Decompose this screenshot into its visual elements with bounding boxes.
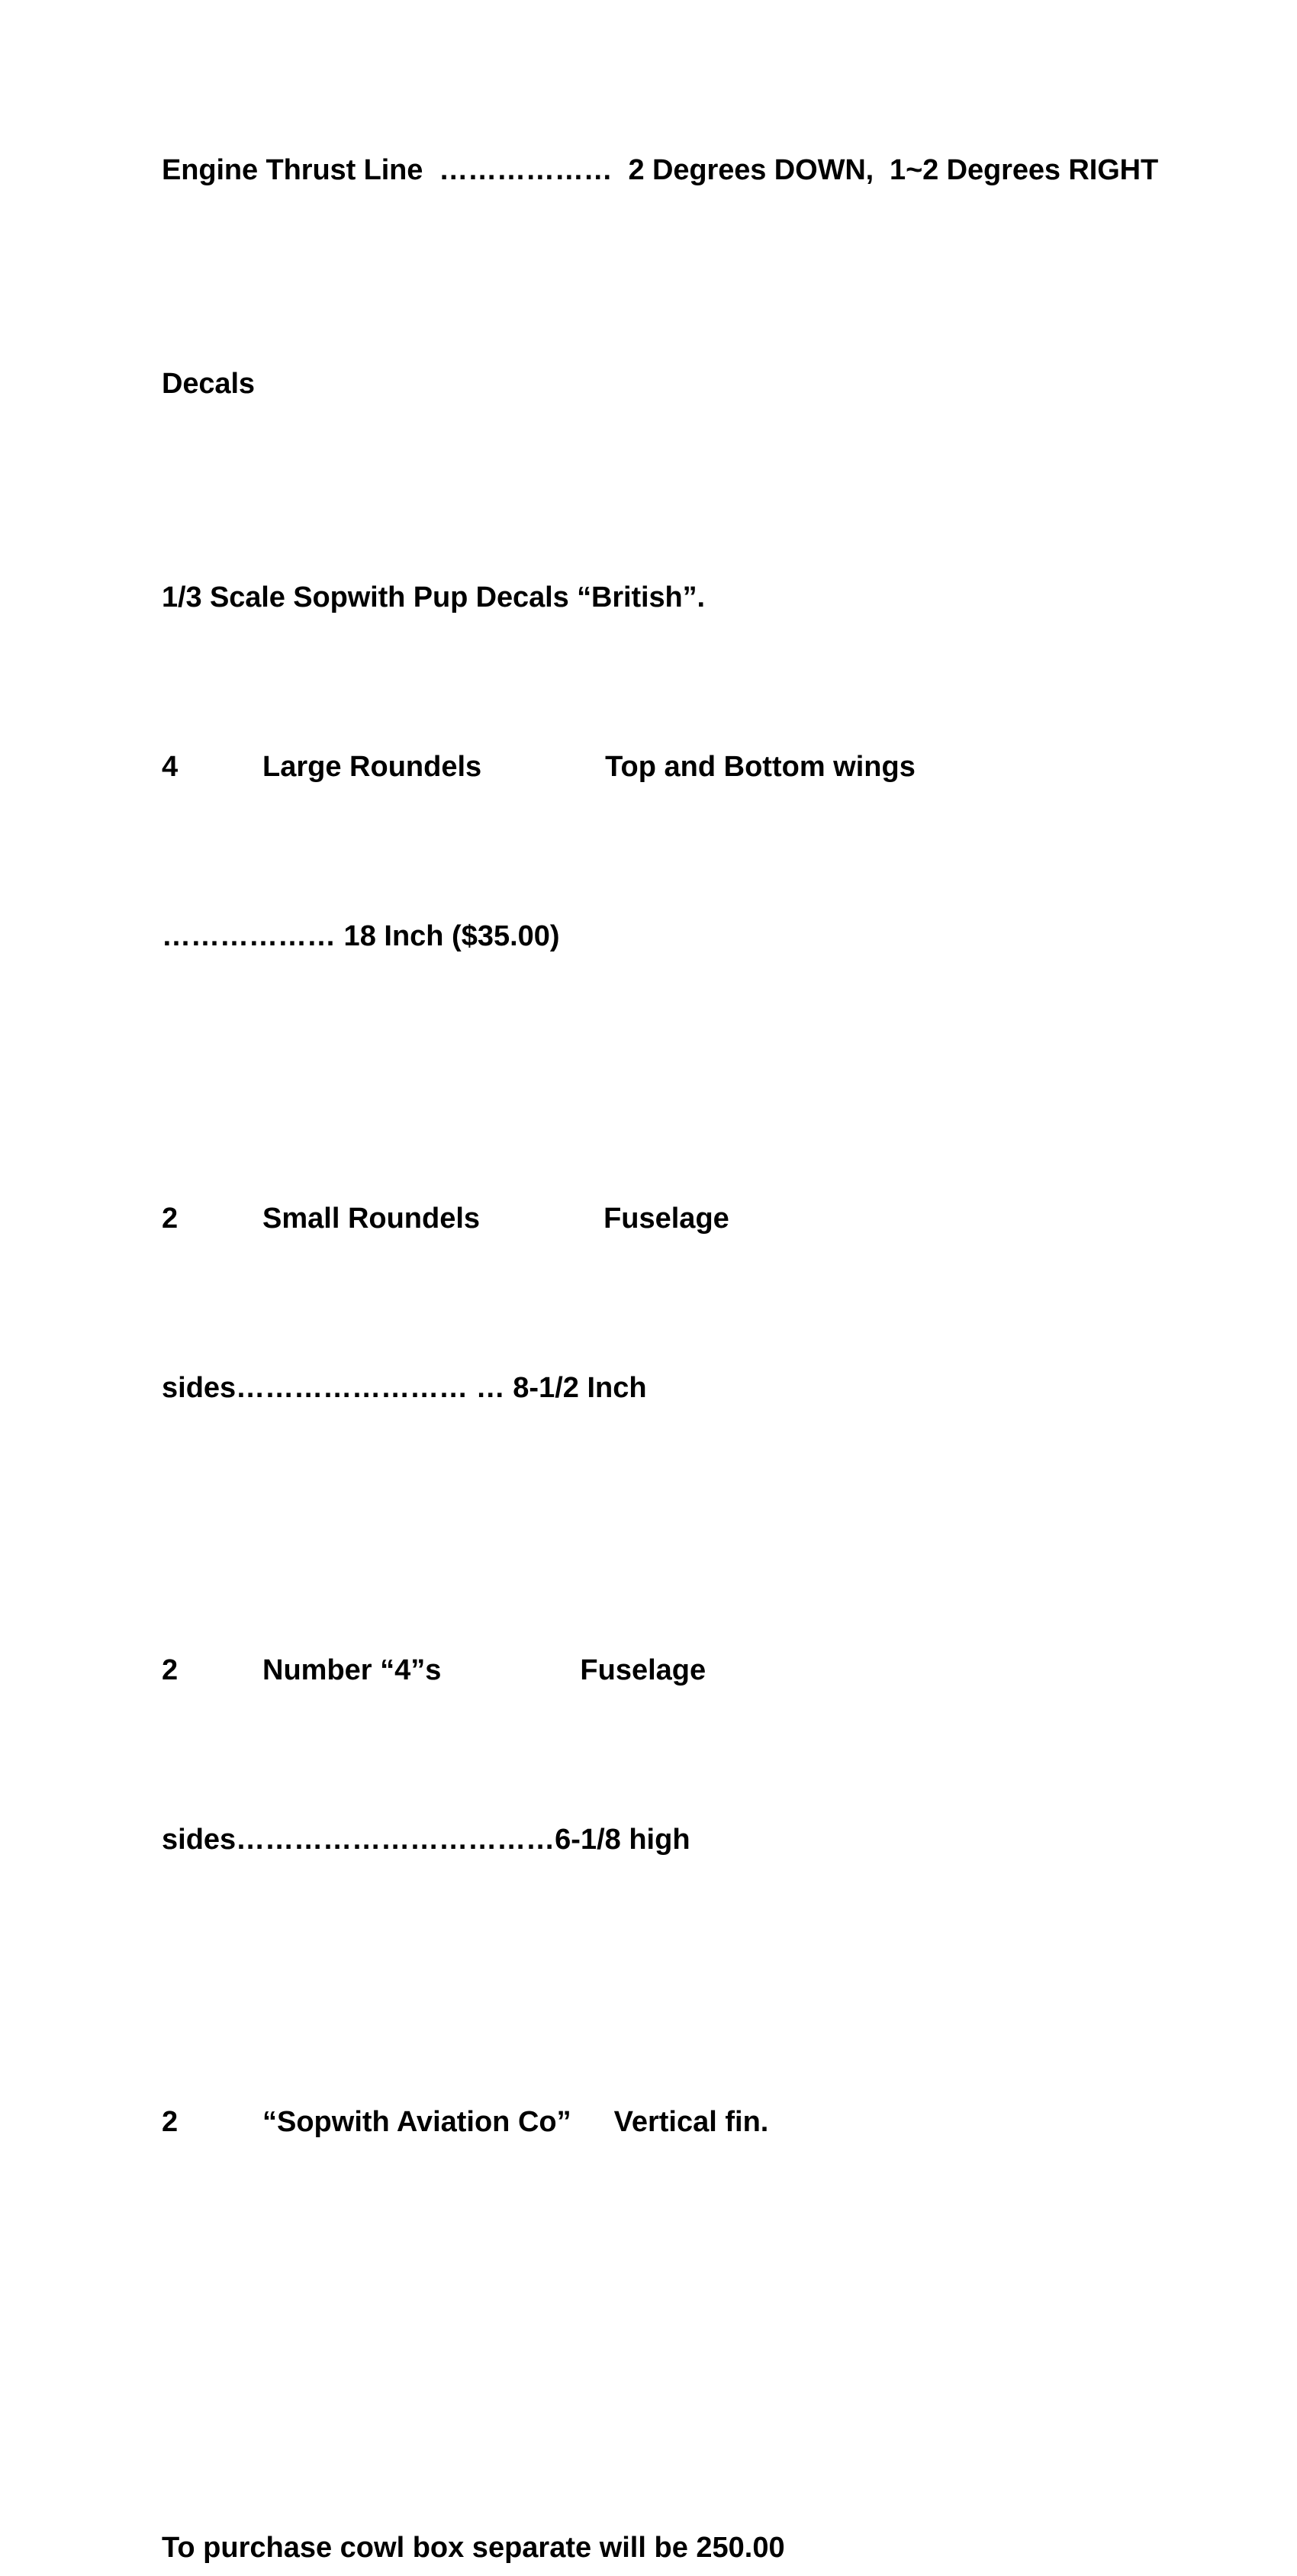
document-body <box>162 142 1176 2576</box>
decal-item-location: Vertical fin. <box>613 2106 769 2138</box>
decal-item-row <box>162 1077 1176 1529</box>
engine-thrust-line-spec: Engine Thrust Line ……………… 2 Degrees DOWN, 1~2 Degrees RIGHT <box>162 154 1159 186</box>
decal-item-main <box>162 1190 1176 1247</box>
decal-item-name: Large Roundels <box>262 751 482 783</box>
decal-item-location: Fuselage <box>603 1203 729 1235</box>
decal-item-location: Top and Bottom wings <box>605 751 916 783</box>
decal-item-qty: 2 <box>162 1203 179 1235</box>
decal-item-main <box>162 2094 1176 2150</box>
decal-item-name: Number “4”s <box>262 1654 442 1686</box>
decal-item-location: Fuselage <box>580 1654 706 1686</box>
decal-item-row <box>162 1529 1176 1981</box>
decal-item-dots: ……………… 18 Inch ($35.00) <box>162 920 560 952</box>
spacer <box>162 412 1176 569</box>
decal-item-dots: sides……………………………6-1/8 high <box>162 1824 690 1856</box>
decal-item-main <box>162 1642 1176 1699</box>
decal-item-qty: 4 <box>162 751 179 783</box>
decal-item-main <box>162 739 1176 795</box>
decals-heading: Decals <box>162 368 255 400</box>
decal-item-qty: 2 <box>162 2106 179 2138</box>
decal-item-name: Small Roundels <box>262 1203 481 1235</box>
decal-item-qty: 2 <box>162 1654 179 1686</box>
decals-subheading: 1/3 Scale Sopwith Pup Decals “British”. <box>162 581 705 613</box>
spacer <box>162 198 1176 356</box>
spacer <box>162 2263 1176 2520</box>
decal-item-row <box>162 1981 1176 2263</box>
closing-note: To purchase cowl box separate will be 250.00 <box>162 2532 785 2564</box>
decal-item-row <box>162 626 1176 1077</box>
decal-item-name: “Sopwith Aviation Co” <box>262 2106 571 2138</box>
decal-item-dots: sides…………………… … 8-1/2 Inch <box>162 1372 647 1404</box>
